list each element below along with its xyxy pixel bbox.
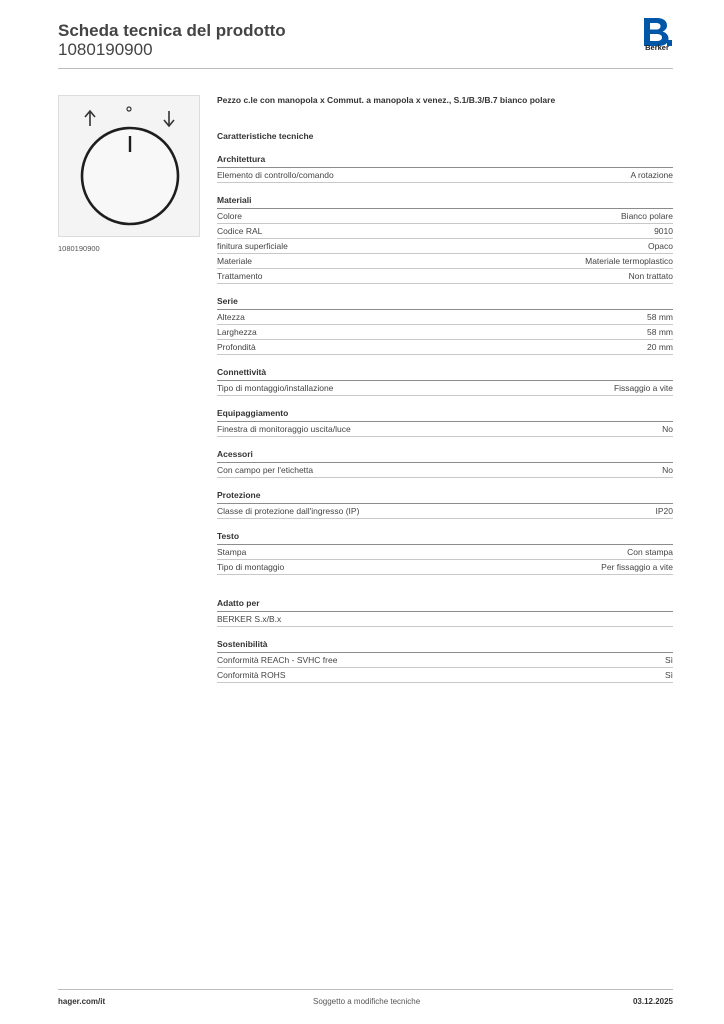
rotary-switch-icon <box>59 96 199 236</box>
section-title: Architettura <box>217 153 673 168</box>
spec-label: Profondità <box>217 342 256 352</box>
spec-label: Conformità ROHS <box>217 670 286 680</box>
spec-label: Codice RAL <box>217 226 263 236</box>
spec-label: Altezza <box>217 312 245 322</box>
spec-value: Bianco polare <box>621 211 673 221</box>
spec-row <box>217 310 673 325</box>
section-title: Acessori <box>217 448 673 463</box>
spec-value: 58 mm <box>647 327 673 337</box>
spec-value: IP20 <box>655 506 673 516</box>
spec-row <box>217 209 673 224</box>
spec-value: Materiale termoplastico <box>585 256 673 266</box>
product-description: Pezzo c.le con manopola x Commut. a manopola x venez., S.1/B.3/B.7 bianco polare <box>217 95 556 105</box>
spec-label: Con campo per l'etichetta <box>217 465 314 475</box>
section-testo <box>217 530 673 575</box>
spec-value: Non trattato <box>628 271 673 281</box>
header-divider <box>58 68 673 69</box>
spec-value: No <box>662 424 673 434</box>
spec-label: Tipo di montaggio/installazione <box>217 383 334 393</box>
section-title: Adatto per <box>217 597 673 612</box>
spec-row <box>217 653 673 668</box>
spec-row <box>217 668 673 683</box>
spec-value: 20 mm <box>647 342 673 352</box>
product-image <box>58 95 200 237</box>
section-sostenibilita <box>217 638 673 683</box>
spec-row <box>217 224 673 239</box>
spec-row <box>217 325 673 340</box>
spec-label: Tipo di montaggio <box>217 562 285 572</box>
section-connettivita <box>217 366 673 396</box>
spec-value: A rotazione <box>630 170 673 180</box>
spec-value: No <box>662 465 673 475</box>
spec-row <box>217 560 673 575</box>
section-materiali <box>217 194 673 284</box>
spec-label: BERKER S.x/B.x <box>217 614 282 624</box>
section-title: Sostenibilità <box>217 638 673 653</box>
spec-label: Stampa <box>217 547 247 557</box>
spec-row <box>217 545 673 560</box>
section-title: Equipaggiamento <box>217 407 673 422</box>
section-acessori <box>217 448 673 478</box>
spec-value: 9010 <box>654 226 673 236</box>
spec-row <box>217 422 673 437</box>
image-caption: 1080190900 <box>58 244 100 253</box>
spec-label: Elemento di controllo/comando <box>217 170 334 180</box>
section-protezione <box>217 489 673 519</box>
spec-label: Finestra di monitoraggio uscita/luce <box>217 424 351 434</box>
spec-label: finitura superficiale <box>217 241 288 251</box>
spec-value: 58 mm <box>647 312 673 322</box>
section-title: Serie <box>217 295 673 310</box>
spec-value: Sì <box>664 655 673 665</box>
spec-row <box>217 269 673 284</box>
spec-row <box>217 168 673 183</box>
spec-row <box>217 381 673 396</box>
section-title: Protezione <box>217 489 673 504</box>
section-title: Testo <box>217 530 673 545</box>
spec-label: Materiale <box>217 256 252 266</box>
spec-value: Opaco <box>647 241 673 251</box>
spec-row <box>217 612 673 627</box>
section-title: Materiali <box>217 194 673 209</box>
spec-value: Per fissaggio a vite <box>601 562 673 572</box>
section-equipaggiamento <box>217 407 673 437</box>
spec-label: Conformità REACh - SVHC free <box>217 655 338 665</box>
spec-row <box>217 239 673 254</box>
footer-website: hager.com/it <box>58 997 106 1006</box>
tech-heading: Caratteristiche tecniche <box>217 131 314 141</box>
section-adatto-per <box>217 597 673 627</box>
section-serie <box>217 295 673 355</box>
section-architettura <box>217 153 673 183</box>
spec-content <box>217 94 673 694</box>
spec-label: Trattamento <box>217 271 263 281</box>
section-title: Connettività <box>217 366 673 381</box>
spec-label: Classe di protezione dall'ingresso (IP) <box>217 506 360 516</box>
spec-label: Larghezza <box>217 327 257 337</box>
spec-label: Colore <box>217 211 243 221</box>
spec-value: Sì <box>664 670 673 680</box>
spec-value: Con stampa <box>627 547 673 557</box>
product-number: 1080190900 <box>58 40 153 59</box>
logo-wordmark: Berker <box>645 43 669 52</box>
spec-row <box>217 340 673 355</box>
page-title: Scheda tecnica del prodotto <box>58 21 286 40</box>
spec-row <box>217 254 673 269</box>
footer-divider <box>58 989 673 990</box>
spec-row <box>217 463 673 478</box>
spec-value: Fissaggio a vite <box>613 383 673 393</box>
footer-note: Soggetto a modifiche tecniche <box>313 997 421 1006</box>
footer-date: 03.12.2025 <box>632 997 673 1006</box>
spec-row <box>217 504 673 519</box>
